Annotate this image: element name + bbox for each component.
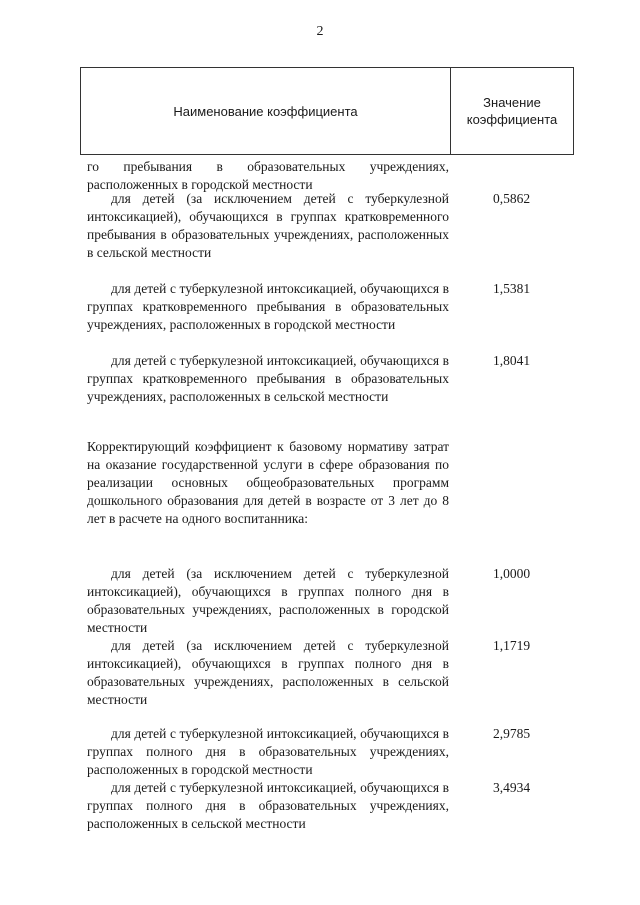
table-header: [80, 67, 574, 155]
row-description: го пребывания в образовательных учреждениях, расположенных в городской местности: [87, 159, 449, 192]
row-value: 0,5862: [492, 191, 531, 206]
row-description: Корректирующий коэффициент к базовому нормативу затрат на оказание государственной услуги в сфере образования по реализации основных общеобразовательных программ дошкольного образования для детей в возрасте от 3 лет до 8 лет в расчете на одного воспитанника:: [87, 439, 449, 526]
row-value: 2,9785: [492, 726, 531, 741]
row-value: 1,1719: [492, 638, 531, 653]
row-value: 3,4934: [492, 780, 531, 795]
row-value: 1,0000: [492, 566, 531, 581]
header-coefficient-value: Значение коэффициента: [466, 95, 558, 127]
header-coefficient-name: Наименование коэффициента: [81, 68, 451, 154]
row-description: для детей (за исключением детей с туберкулезной интоксикацией), обучающихся в группах полного дня в образовательных учреждениях, расположенных в городской местности: [87, 566, 449, 635]
row-description: для детей с туберкулезной интоксикацией, обучающихся в группах полного дня в образовательных учреждениях, расположенных в сельской местности: [87, 780, 449, 831]
row-value: 1,8041: [492, 353, 531, 368]
row-value: 1,5381: [492, 281, 531, 296]
page-number: 2: [316, 24, 324, 39]
row-description: для детей (за исключением детей с туберкулезной интоксикацией), обучающихся в группах кратковременного пребывания в образовательных учреждениях, расположенных в сельской местности: [87, 191, 449, 260]
row-description: для детей с туберкулезной интоксикацией, обучающихся в группах кратковременного пребывания в образовательных учреждениях, расположенных в сельской местности: [87, 353, 449, 404]
row-description: для детей (за исключением детей с туберкулезной интоксикацией), обучающихся в группах полного дня в образовательных учреждениях, расположенных в сельской местности: [87, 638, 449, 707]
row-description: для детей с туберкулезной интоксикацией, обучающихся в группах полного дня в образовательных учреждениях, расположенных в городской местности: [87, 726, 449, 777]
row-description: для детей с туберкулезной интоксикацией, обучающихся в группах кратковременного пребывания в образовательных учреждениях, расположенных в городской местности: [87, 281, 449, 332]
coefficients-table: [80, 67, 574, 831]
